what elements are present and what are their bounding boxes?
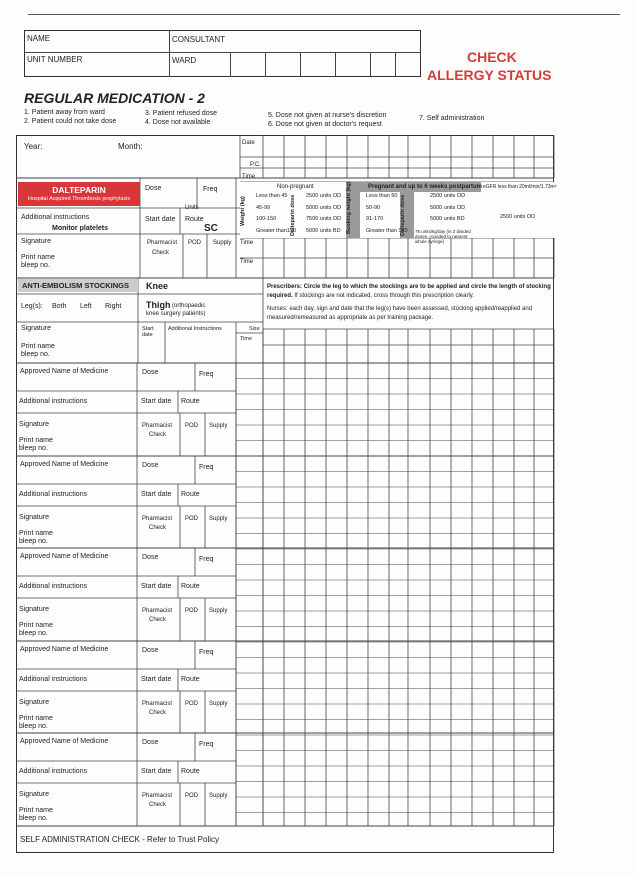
- signature-label: Signature: [19, 791, 49, 798]
- stockings-left: Left: [80, 303, 92, 310]
- check-label: Check: [149, 617, 167, 623]
- route-label: Route: [181, 768, 200, 775]
- dalteparin-time-label-2: Time: [240, 259, 254, 265]
- additional-instructions-label: Additional instructions: [19, 398, 88, 405]
- approved-name-label: Approved Name of Medicine: [20, 461, 109, 468]
- non-pregnant-dose: 5000 units OD: [306, 204, 342, 211]
- start-date-label: Start date: [141, 768, 172, 775]
- pregnant-dose: 5000 units OD: [430, 204, 466, 211]
- approved-name-label: Approved Name of Medicine: [20, 738, 109, 745]
- route-label: Route: [181, 491, 200, 498]
- prescribers-note-sub: If stockings are not indicated, cross through this prescription clearly.: [294, 292, 474, 299]
- dalteparin-additional-value: Monitor platelets: [52, 225, 109, 232]
- additional-instructions-label: Additional instructions: [19, 583, 88, 590]
- print-name-label: Print name: [19, 807, 53, 814]
- check-label: Check: [149, 710, 167, 716]
- route-label: Route: [181, 676, 200, 683]
- weight-kg-label: Weight (kg): [240, 196, 246, 226]
- pharmacist-label: Pharmacist: [142, 423, 173, 429]
- pregnant-weight: Greater than 170: [366, 227, 408, 234]
- route-label: Route: [181, 583, 200, 590]
- dalteparin-banner: [18, 182, 140, 206]
- stockings-size-label: Size: [249, 326, 260, 332]
- nurses-note: Nurses: each day, sign and date that the leg(s) have been assessed, stocking applied/reapplied and measured/remeasured as appropriate as per training package.: [267, 306, 533, 321]
- stockings-signature-label: Signature: [21, 325, 51, 332]
- bleep-label: bleep no.: [19, 815, 48, 822]
- supply-label: Supply: [209, 516, 228, 522]
- legend-7: 7. Self administration: [419, 115, 485, 122]
- signature-label: Signature: [19, 699, 49, 706]
- dose-label: Dose: [142, 369, 159, 376]
- pod-label: POD: [185, 423, 199, 429]
- dalteparin-pharmacist-label: Pharmacist: [147, 240, 178, 246]
- freq-label: Freq: [199, 741, 214, 748]
- check-label: Check: [149, 432, 167, 438]
- pregnant-weight: 91-170: [366, 216, 384, 222]
- approved-name-label: Approved Name of Medicine: [20, 646, 109, 653]
- signature-label: Signature: [19, 606, 49, 613]
- date-label: Date: [242, 140, 255, 146]
- dose-label: Dose: [142, 554, 159, 561]
- dalteparin-dose-label: Dose: [145, 185, 162, 192]
- signature-label: Signature: [19, 514, 49, 521]
- start-date-label: Start date: [141, 583, 172, 590]
- pharmacist-label: Pharmacist: [142, 793, 173, 799]
- check-allergy-line1: CHECK: [467, 49, 517, 65]
- dalteparin-bleep-label: bleep no.: [21, 262, 50, 269]
- approved-name-label: Approved Name of Medicine: [20, 368, 109, 375]
- pod-label: POD: [185, 516, 199, 522]
- stockings-prescribers-note: [267, 283, 551, 300]
- freq-label: Freq: [199, 371, 214, 378]
- pregnant-weight: Less than 50: [366, 193, 398, 199]
- non-pregnant-label: Non-pregnant: [277, 184, 314, 190]
- non-pregnant-dose: 7500 units OD: [306, 216, 342, 222]
- bleep-label: bleep no.: [19, 445, 48, 452]
- dalteparin-subtitle: Hospital Acquired Thrombosis prophylaxis: [27, 196, 131, 202]
- route-label: Route: [181, 398, 200, 405]
- non-pregnant-weight: Less than 45: [256, 193, 288, 199]
- pharmacist-label: Pharmacist: [142, 608, 173, 614]
- non-pregnant-dose: 2500 units OD: [306, 193, 342, 199]
- pharmacist-label: Pharmacist: [142, 701, 173, 707]
- stockings-time-label: Time: [240, 336, 253, 342]
- legend-6: 6. Dose not given at doctor's request: [268, 121, 382, 128]
- dalteparin-time-label-1: Time: [240, 240, 254, 246]
- dalteparin-route-value: SC: [204, 223, 218, 234]
- dalteparin-pod-label: POD: [188, 240, 202, 246]
- freq-label: Freq: [199, 649, 214, 656]
- legend-2: 2. Patient could not take dose: [24, 118, 117, 125]
- dalteparin-route-label: Route: [185, 216, 204, 223]
- stockings-legs-label: Leg(s):: [21, 303, 43, 310]
- dose-label: Dose: [142, 462, 159, 469]
- supply-label: Supply: [209, 608, 228, 614]
- freq-label: Freq: [199, 464, 214, 471]
- self-administration-footer: SELF ADMINISTRATION CHECK - Refer to Trust Policy: [20, 835, 219, 844]
- bleep-label: bleep no.: [19, 723, 48, 730]
- stockings-thigh-note: (orthopaedic: [172, 303, 206, 309]
- stockings-thigh: Thigh: [146, 300, 171, 310]
- additional-instructions-label: Additional instructions: [19, 768, 88, 775]
- print-name-label: Print name: [19, 437, 53, 444]
- pharmacist-label: Pharmacist: [142, 516, 173, 522]
- freq-label: Freq: [199, 556, 214, 563]
- signature-label: Signature: [19, 421, 49, 428]
- stockings-title: ANTI-EMBOLISM STOCKINGS: [22, 281, 129, 290]
- dalteparin-dose-label: Dalteparin dose: [290, 194, 296, 236]
- legend-5: 5. Dose not given at nurse's discretion: [268, 112, 387, 119]
- dose-label: Dose: [142, 647, 159, 654]
- additional-instructions-label: Additional instructions: [19, 676, 88, 683]
- supply-label: Supply: [209, 423, 228, 429]
- dalteparin-freq-label: Freq: [203, 186, 218, 193]
- dalteparin-check-label: Check: [152, 250, 170, 256]
- start-date-label: Start date: [141, 491, 172, 498]
- additional-instructions-label: Additional instructions: [19, 491, 88, 498]
- supply-label: Supply: [209, 793, 228, 799]
- dalteparin-name: DALTEPARIN: [52, 185, 106, 195]
- booking-weight-label: Booking weight (kg): [346, 181, 352, 234]
- egfr-label: eGFR less than 20ml/min/1.73m²: [483, 184, 557, 190]
- unit-number-label: UNIT NUMBER: [27, 55, 83, 64]
- dalteparin-additional-label: Additional instructions: [21, 214, 90, 221]
- non-pregnant-weight: 45-99: [256, 204, 271, 211]
- dalteparin-print-name-label: Print name: [21, 254, 55, 261]
- check-allergy-line2: ALLERGY STATUS: [427, 67, 552, 83]
- pregnant-label: Pregnant and up to 6 weeks postpartum: [368, 184, 483, 190]
- non-pregnant-weight: 100-150: [256, 216, 277, 222]
- stockings-print-name-label: Print name: [21, 343, 55, 350]
- stockings-additional-label: Additional Instructions: [168, 326, 222, 332]
- stockings-knee: Knee: [146, 281, 169, 291]
- stockings-thigh-note2: knee surgery patients): [146, 311, 206, 317]
- non-pregnant-dose: 5000 units BD: [306, 227, 341, 234]
- non-pregnant-weight: Greater than150: [256, 227, 297, 234]
- stockings-right: Right: [105, 303, 122, 310]
- dalteparin-signature-label: Signature: [21, 238, 51, 245]
- pregnant-dalteparin-dose-label: Dalteparin dose: [400, 194, 406, 236]
- consultant-label: CONSULTANT: [172, 35, 226, 44]
- stockings-start-date-label: Start date: [142, 326, 154, 338]
- dose-label: Dose: [142, 739, 159, 746]
- egfr-dose: 2500 units OD: [500, 214, 536, 220]
- stockings-nurses-note: [267, 305, 551, 322]
- stockings-bleep-label: bleep no.: [21, 351, 50, 358]
- stockings-both: Both: [52, 303, 67, 310]
- print-name-label: Print name: [19, 715, 53, 722]
- bleep-label: bleep no.: [19, 630, 48, 637]
- pregnant-dose: 75 units/kg/day (in 2 divided doses, rounded to nearest whole syringe): [415, 228, 471, 244]
- dalteparin-start-date-label: Start date: [145, 216, 176, 223]
- start-date-label: Start date: [141, 676, 172, 683]
- year-label: Year:: [24, 142, 43, 151]
- dalteparin-units-label: Units: [185, 205, 199, 211]
- pod-label: POD: [185, 608, 199, 614]
- ward-label: WARD: [172, 56, 197, 65]
- legend-3: 3. Patient refused dose: [145, 110, 217, 117]
- name-label: NAME: [27, 34, 51, 43]
- print-name-label: Print name: [19, 530, 53, 537]
- page-title: REGULAR MEDICATION - 2: [24, 90, 205, 106]
- dalteparin-supply-label: Supply: [213, 240, 232, 246]
- pregnant-dose: 2500 units OD: [430, 193, 466, 199]
- start-date-label: Start date: [141, 398, 172, 405]
- time-label: Time: [242, 174, 256, 180]
- check-label: Check: [149, 802, 167, 808]
- month-label: Month:: [118, 142, 143, 151]
- approved-name-label: Approved Name of Medicine: [20, 553, 109, 560]
- pregnant-dose: 5000 units BD: [430, 216, 465, 222]
- check-label: Check: [149, 525, 167, 531]
- pod-label: POD: [185, 793, 199, 799]
- prescribers-note-main: Prescribers: Circle the leg to which the stockings are to be applied and circle the length of stocking required.: [267, 284, 551, 299]
- pod-label: POD: [185, 701, 199, 707]
- pc-label: P.C.: [250, 162, 261, 168]
- legend-4: 4. Dose not available: [145, 119, 211, 126]
- pregnant-weight: 50-90: [366, 204, 381, 211]
- legend-1: 1. Patient away from ward: [24, 109, 105, 116]
- print-name-label: Print name: [19, 622, 53, 629]
- supply-label: Supply: [209, 701, 228, 707]
- bleep-label: bleep no.: [19, 538, 48, 545]
